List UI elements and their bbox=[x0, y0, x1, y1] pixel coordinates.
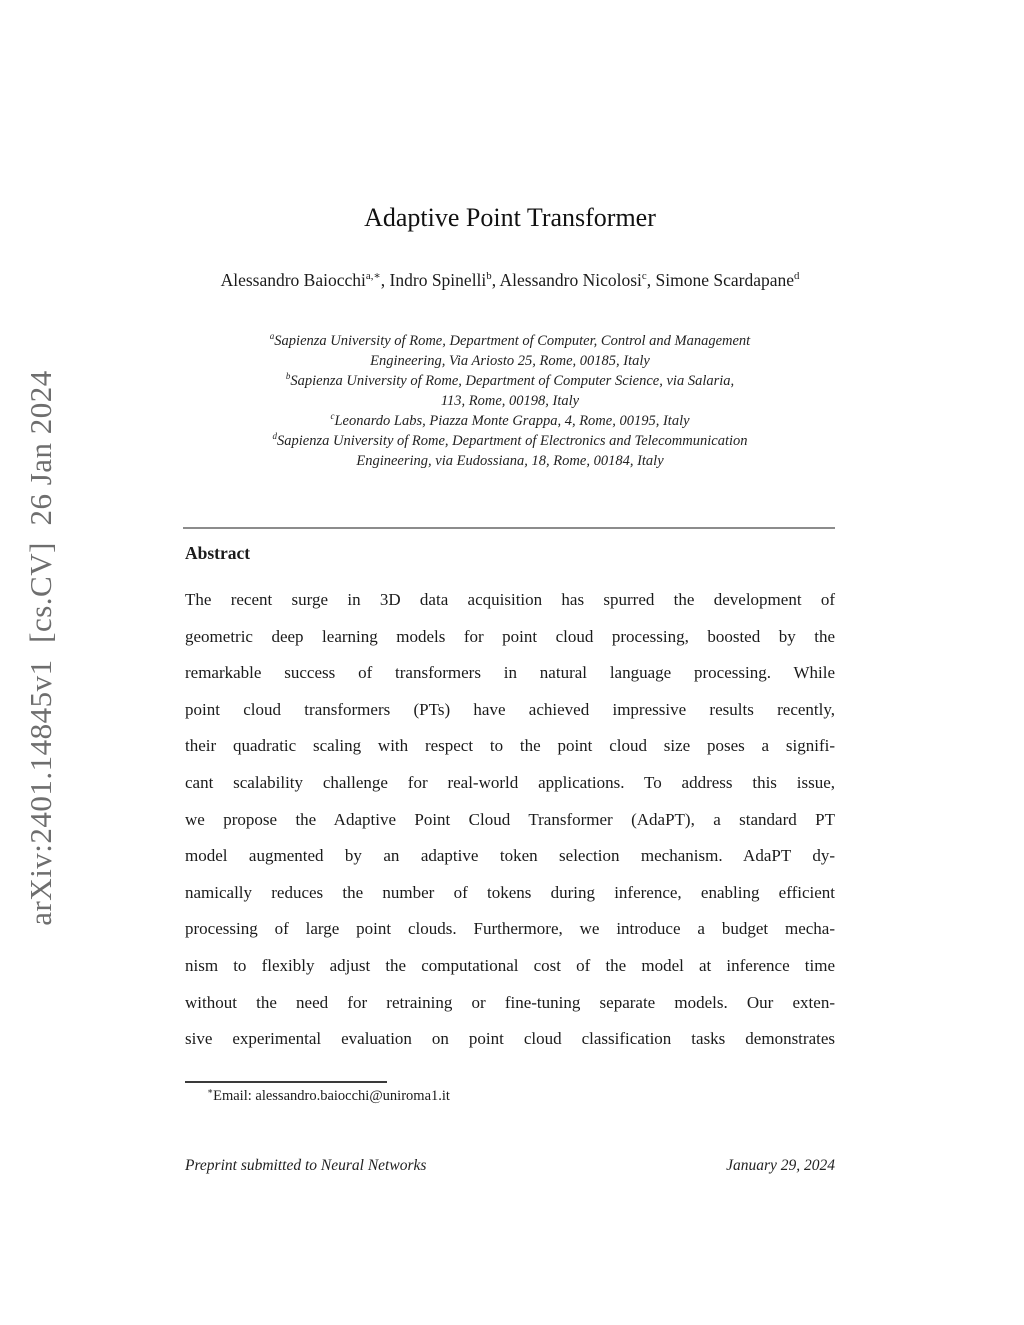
author-list bbox=[205, 266, 815, 295]
footer-date: January 29, 2024 bbox=[726, 1157, 835, 1174]
affiliation-line bbox=[185, 411, 835, 431]
affiliation-line bbox=[185, 391, 835, 411]
affiliation-superscript: c bbox=[330, 411, 335, 422]
abstract-line: nism to flexibly adjust the computational cost of the model at inference time bbox=[185, 955, 835, 975]
affiliation-text: Sapienza University of Rome, Department of Computer, Control and Management bbox=[274, 333, 751, 349]
author-superscript: b bbox=[486, 270, 492, 283]
footnote-marker: ∗ bbox=[207, 1086, 214, 1097]
abstract-line: namically reduces the number of tokens during inference, enabling efficient bbox=[185, 882, 835, 902]
author bbox=[221, 270, 390, 290]
author-name: Simone Scardapane bbox=[655, 270, 794, 290]
affiliation-superscript: b bbox=[285, 371, 291, 382]
footnote-text: Email: alessandro.baiocchi@uniroma1.it bbox=[213, 1088, 450, 1104]
affiliation-text: 113, Rome, 00198, Italy bbox=[440, 393, 580, 409]
abstract-line: The recent surge in 3D data acquisition has spurred the development of bbox=[185, 590, 835, 609]
abstract-line: processing of large point clouds. Furthermore, we introduce a budget mecha- bbox=[185, 919, 835, 939]
abstract-line: model augmented by an adaptive token selection mechanism. AdaPT dy- bbox=[185, 846, 835, 866]
affiliation-superscript: d bbox=[272, 431, 277, 442]
page-footer bbox=[185, 1157, 835, 1175]
abstract-line: geometric deep learning models for point cloud processing, boosted by the bbox=[185, 626, 835, 646]
abstract-top-rule bbox=[183, 527, 835, 529]
affiliation-line bbox=[185, 351, 835, 371]
affiliation-superscript: a bbox=[269, 331, 275, 342]
affiliation-text: Sapienza University of Rome, Department of Electronics and Telecommunication bbox=[277, 433, 748, 449]
author bbox=[656, 270, 800, 290]
affiliation-line bbox=[185, 451, 835, 471]
author-name: Alessandro Nicolosi bbox=[499, 270, 642, 290]
abstract-body bbox=[185, 582, 835, 1058]
author-name: Alessandro Baiocchi bbox=[220, 270, 366, 290]
abstract-line: their quadratic scaling with respect to the point cloud size poses a signifi- bbox=[185, 736, 835, 756]
arxiv-watermark: arXiv:2401.14845v1 [cs.CV] 26 Jan 2024 bbox=[23, 370, 58, 926]
footnote-rule bbox=[185, 1081, 387, 1083]
affiliation-text: Engineering, via Eudossiana, 18, Rome, 00184, Italy bbox=[356, 453, 664, 469]
author-separator: , bbox=[491, 270, 500, 290]
affiliation-text: Sapienza University of Rome, Department of Computer Science, via Salaria, bbox=[290, 373, 735, 389]
abstract-line: remarkable success of transformers in natural language processing. While bbox=[185, 663, 835, 683]
author-superscript: d bbox=[794, 270, 800, 283]
footer-journal-note: Preprint submitted to Neural Networks bbox=[185, 1157, 427, 1174]
abstract-heading: Abstract bbox=[185, 543, 251, 563]
paper-title: Adaptive Point Transformer bbox=[364, 203, 656, 232]
abstract-line: we propose the Adaptive Point Cloud Transformer (AdaPT), a standard PT bbox=[185, 809, 835, 829]
author bbox=[500, 270, 656, 290]
author-separator: , bbox=[646, 270, 656, 290]
abstract-line: sive experimental evaluation on point cloud classification tasks demonstrates bbox=[185, 1029, 835, 1049]
author-name: Indro Spinelli bbox=[389, 270, 487, 290]
abstract-line: point cloud transformers (PTs) have achieved impressive results recently, bbox=[185, 699, 835, 719]
affiliation-line bbox=[185, 431, 835, 451]
author-superscript: a,∗ bbox=[365, 270, 381, 283]
footnote bbox=[185, 1088, 835, 1105]
affiliation-line bbox=[185, 331, 835, 351]
affiliation-line bbox=[185, 371, 835, 391]
abstract-line: without the need for retraining or fine-tuning separate models. Our exten- bbox=[185, 992, 835, 1012]
affiliation-text: Engineering, Via Ariosto 25, Rome, 00185, Italy bbox=[370, 353, 650, 369]
abstract-line: cant scalability challenge for real-world applications. To address this issue, bbox=[185, 772, 835, 792]
author-superscript: c bbox=[641, 270, 647, 283]
affiliation-list bbox=[185, 331, 835, 471]
author bbox=[390, 270, 500, 290]
affiliation-text: Leonardo Labs, Piazza Monte Grappa, 4, Rome, 00195, Italy bbox=[334, 413, 690, 429]
author-separator: , bbox=[380, 270, 390, 290]
